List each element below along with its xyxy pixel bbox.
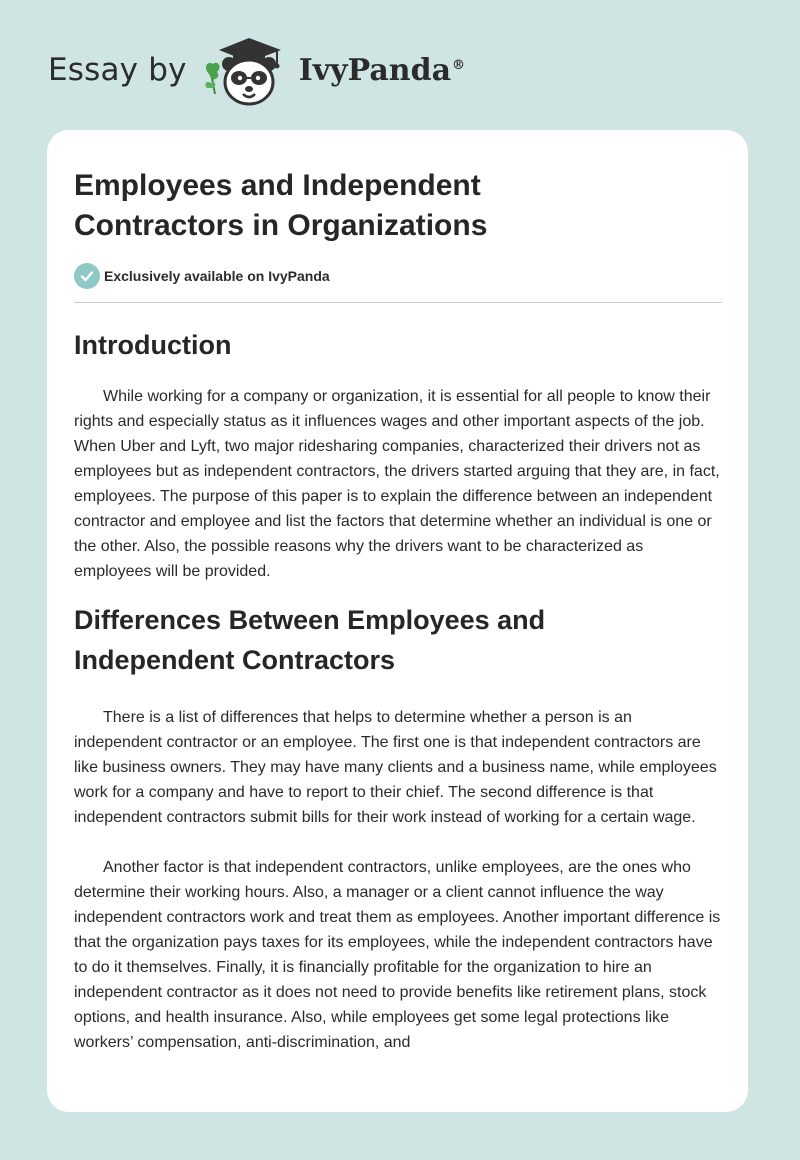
title-divider <box>74 302 722 303</box>
paragraph: There is a list of differences that helps to determine whether a person is an independent contractor or an employee. The first one is that independent contractors are like business owners. They may have many clients and a business name, while employees work for a company and have to report to their chief. The second difference is that independent contractors submit bills for their work instead of working for a certain wage. <box>74 709 717 826</box>
essay-title: Employees and Independent Contractors in Organizations <box>74 169 488 242</box>
brand-name-text: IvyPanda <box>298 52 452 88</box>
section-heading: Introduction <box>74 330 232 360</box>
section-heading: Differences Between Employees and Independent Contractors <box>74 605 546 675</box>
brand-header <box>48 30 465 110</box>
essay-card <box>47 130 748 1112</box>
panda-logo-icon[interactable] <box>203 30 293 110</box>
exclusive-badge <box>74 262 721 290</box>
section-differences <box>74 600 721 1055</box>
brand-name <box>299 53 465 88</box>
paragraph: Another factor is that independent contractors, unlike employees, are the ones who determine their working hours. Also, a manager or a client cannot influence the way independent contractors work and treat them as employees. Another important difference is that the organization pays taxes for its employees, while the independent contractors have to do it themselves. Finally, it is financially profitable for the organization to hire an independent contractor as it does not need to provide benefits like retirement plans, stock options, and health insurance. Also, while employees get some legal protections like workers’ compensation, anti-discrimination, and <box>74 859 721 1051</box>
paragraph: While working for a company or organization, it is essential for all people to know their rights and especially status as it influences wages and other important aspects of the job. When Uber and Lyft, two major ridesharing companies, characterized their drivers not as employees but as independent contractors, the drivers started arguing that they are, in fact, employees. The purpose of this paper is to explain the difference between an independent contractor and employee and list the factors that determine whether an individual is one or the other. Also, the possible reasons why the drivers want to be characterized as employees will be provided. <box>74 388 720 580</box>
check-icon <box>74 263 100 289</box>
exclusive-label: Exclusively available on IvyPanda <box>104 268 330 284</box>
section-introduction <box>74 325 721 584</box>
brand-prefix: Essay by <box>48 52 187 88</box>
registered-mark: ® <box>452 57 466 73</box>
